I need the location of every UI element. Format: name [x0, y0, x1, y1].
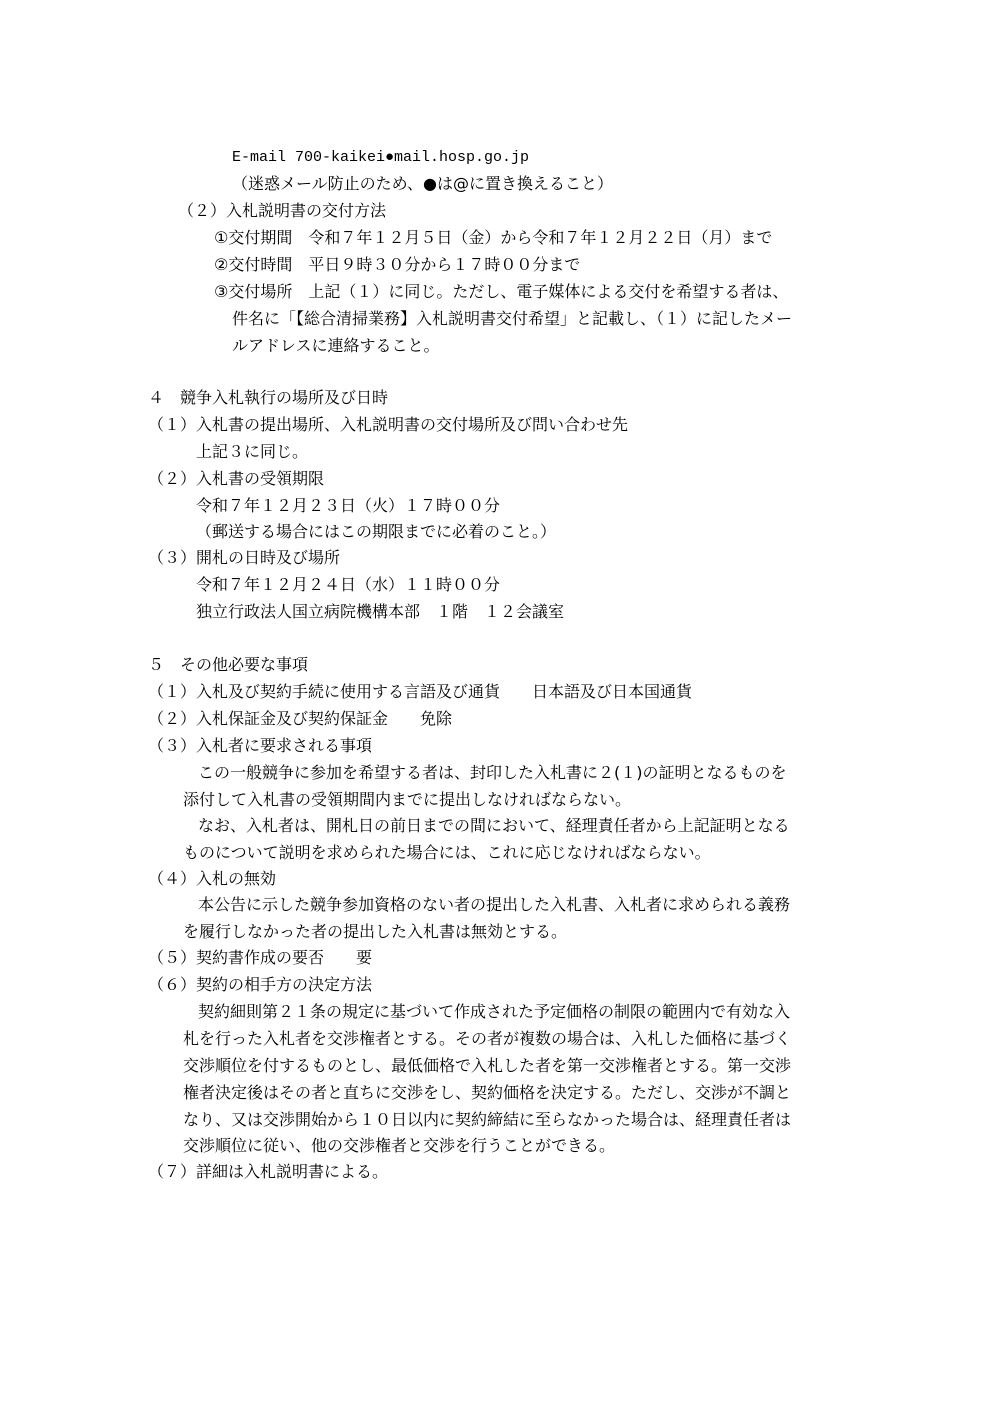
- section-heading-5: ５ その他必要な事項: [148, 655, 309, 674]
- paragraph-line: 交渉順位を付するものとし、最低価格で入札した者を第一交渉権者とする。第一交渉: [183, 1056, 792, 1075]
- paragraph-line: この一般競争に参加を希望する者は、封印した入札書に２(１)の証明となるものを: [198, 763, 787, 782]
- item-language-currency: （１）入札及び契約手続に使用する言語及び通貨 日本語及び日本国通貨: [148, 682, 693, 701]
- paragraph-line: なり、又は交渉開始から１０日以内に契約締結に至らなかった場合は、経理責任者は: [183, 1110, 792, 1129]
- item-body: 上記３に同じ。: [196, 442, 309, 461]
- distribution-period: ①交付期間 令和７年１２月５日（金）から令和７年１２月２２日（月）まで: [214, 228, 773, 247]
- item-heading: （３）入札者に要求される事項: [148, 736, 373, 755]
- distribution-place-line: ③交付場所 上記（１）に同じ。ただし、電子媒体による交付を希望する者は、: [214, 282, 789, 301]
- paragraph-line: 添付して入札書の受領期間内までに提出しなければならない。: [183, 790, 632, 809]
- item-details: （７）詳細は入札説明書による。: [148, 1162, 389, 1181]
- opening-place: 独立行政法人国立病院機構本部 １階 １２会議室: [196, 602, 565, 621]
- item-deposit: （２）入札保証金及び契約保証金 免除: [148, 709, 453, 728]
- item-contract-document: （５）契約書作成の要否 要: [148, 948, 373, 967]
- bid-deadline-note: （郵送する場合にはこの期限までに必着のこと。）: [196, 522, 557, 541]
- distribution-time: ②交付時間 平日９時３０分から１７時００分まで: [214, 255, 581, 274]
- paragraph-line: ものについて説明を求められた場合には、これに応じなければならない。: [183, 843, 711, 862]
- paragraph-line: を履行しなかった者の提出した入札書は無効とする。: [183, 922, 568, 941]
- item-heading: （３）開札の日時及び場所: [148, 548, 341, 567]
- paragraph-line: 契約細則第２１条の規定に基づいて作成された予定価格の制限の範囲内で有効な入: [198, 1002, 791, 1021]
- distribution-place-line: 件名に「【総合清掃業務】入札説明書交付希望」と記載し、（１）に記したメー: [232, 309, 793, 328]
- paragraph-line: 本公告に示した競争参加資格のない者の提出した入札書、入札者に求められる義務: [198, 895, 791, 914]
- paragraph-line: 権者決定後はその者と直ちに交渉をし、契約価格を決定する。ただし、交渉が不調と: [183, 1083, 792, 1102]
- section-heading-4: ４ 競争入札執行の場所及び日時: [148, 388, 389, 407]
- item-heading-distribution-method: （２）入札説明書の交付方法: [178, 201, 387, 220]
- item-heading: （６）契約の相手方の決定方法: [148, 975, 373, 994]
- opening-date: 令和７年１２月２４日（水）１１時００分: [196, 575, 501, 594]
- email-note: （迷惑メール防止のため、●は@に置き換えること）: [232, 174, 614, 193]
- paragraph-line: 札を行った入札者を交渉権者とする。その者が複数の場合は、入札した価格に基づく: [183, 1029, 792, 1048]
- bid-deadline: 令和７年１２月２３日（火）１７時００分: [196, 496, 501, 515]
- paragraph-line: 交渉順位に従い、他の交渉権者と交渉を行うことができる。: [183, 1136, 616, 1155]
- distribution-place-line: ルアドレスに連絡すること。: [232, 336, 440, 355]
- email-address: E-mail 700-kaikei●mail.hosp.go.jp: [232, 149, 530, 166]
- item-heading: （４）入札の無効: [148, 869, 277, 888]
- item-heading: （２）入札書の受領期限: [148, 469, 325, 488]
- item-heading: （１）入札書の提出場所、入札説明書の交付場所及び問い合わせ先: [148, 415, 629, 434]
- paragraph-line: なお、入札者は、開札日の前日までの間において、経理責任者から上記証明となる: [198, 816, 790, 835]
